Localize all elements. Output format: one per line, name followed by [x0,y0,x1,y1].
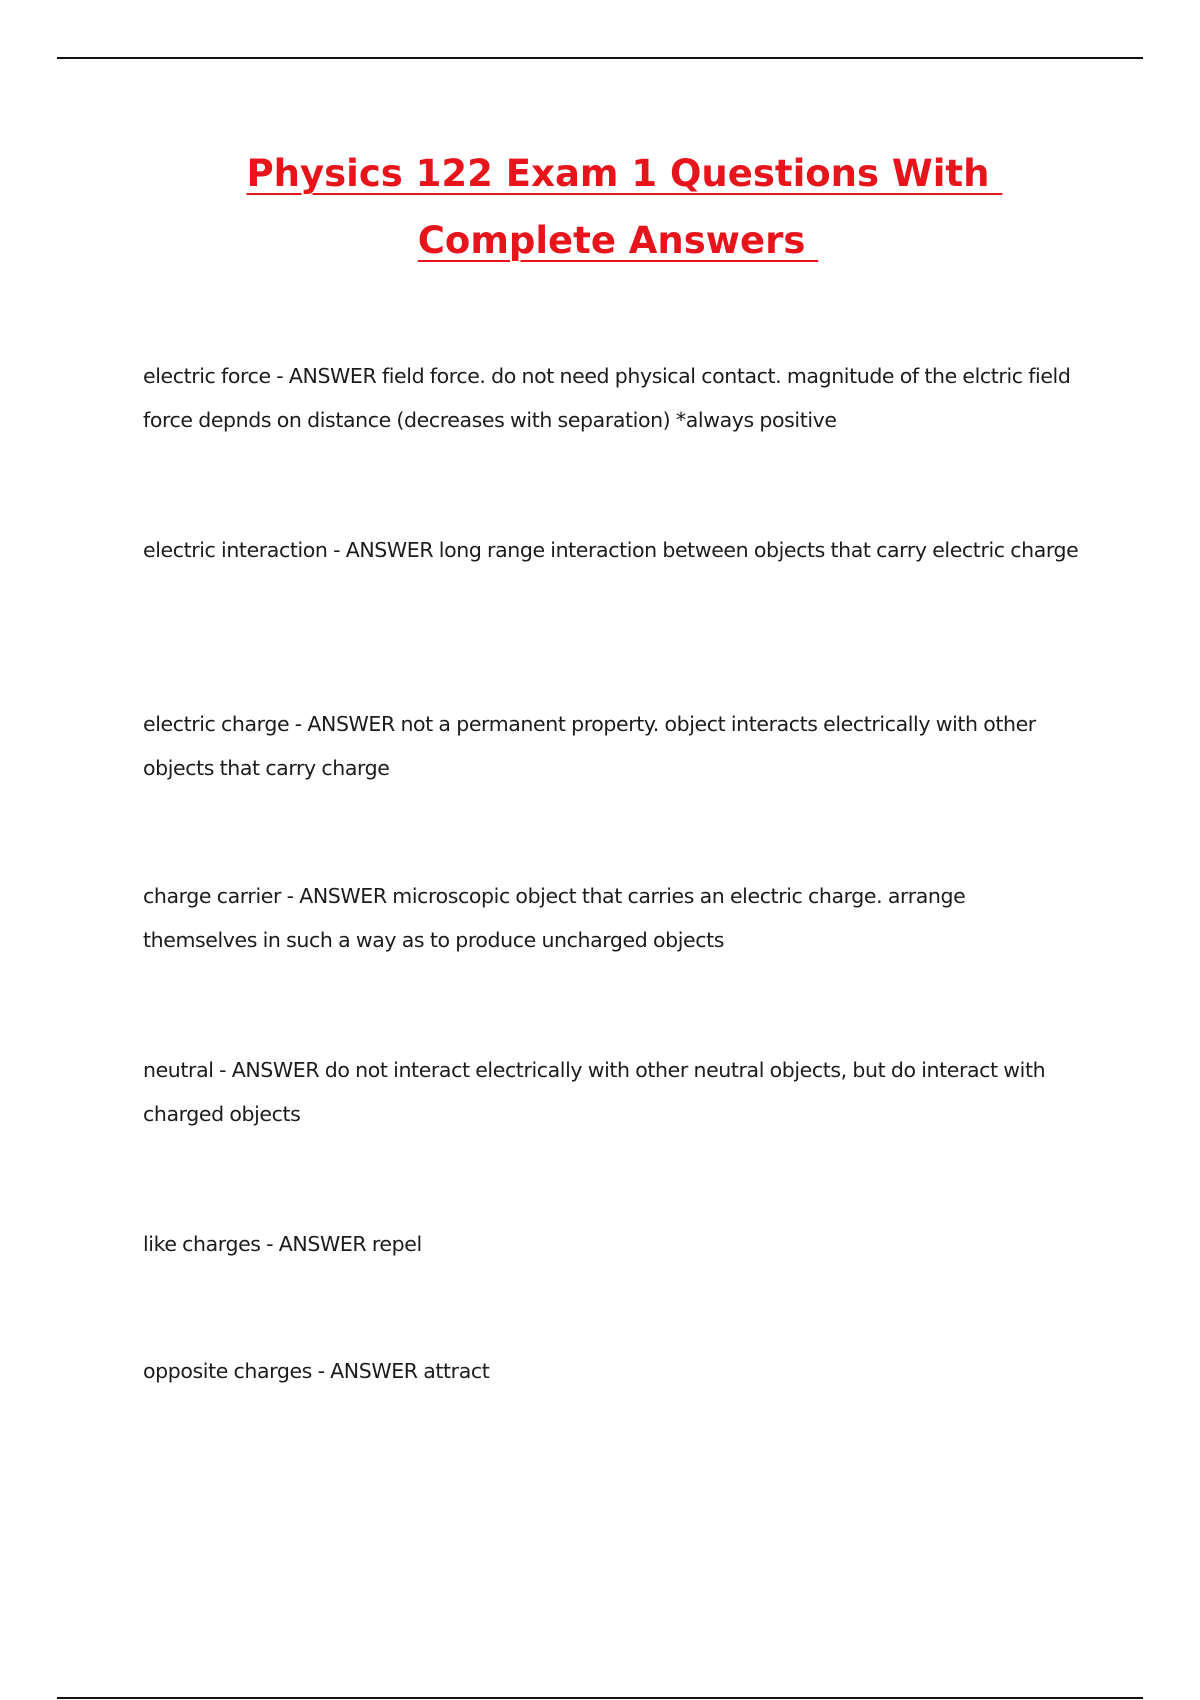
qa-entry-like-charges: like charges - ANSWER repel [143,1232,422,1256]
qa-entry-opposite-charges: opposite charges - ANSWER attract [143,1359,490,1383]
qa-entry-electric-charge: electric charge - ANSWER not a permanent property. object interacts electrically with other objects that carry charge [143,712,1036,780]
bottom-rule [57,1697,1143,1699]
qa-entry-electric-force: electric force - ANSWER field force. do not need physical contact. magnitude of the elctric field force depnds on distance (decreases with separation) *always positive [143,364,1071,432]
top-rule [57,57,1143,59]
document-title-text: Physics 122 Exam 1 Questions With Complete Answers [246,152,1003,262]
qa-entry-neutral: neutral - ANSWER do not interact electrically with other neutral objects, but do interact with charged objects [143,1058,1046,1126]
document-title [150,140,1086,274]
qa-entry-electric-interaction: electric interaction - ANSWER long range interaction between objects that carry electric charge [143,538,1079,562]
qa-entry-charge-carrier: charge carrier - ANSWER microscopic object that carries an electric charge. arrange themselves in such a way as to produce uncharged objects [143,884,966,952]
